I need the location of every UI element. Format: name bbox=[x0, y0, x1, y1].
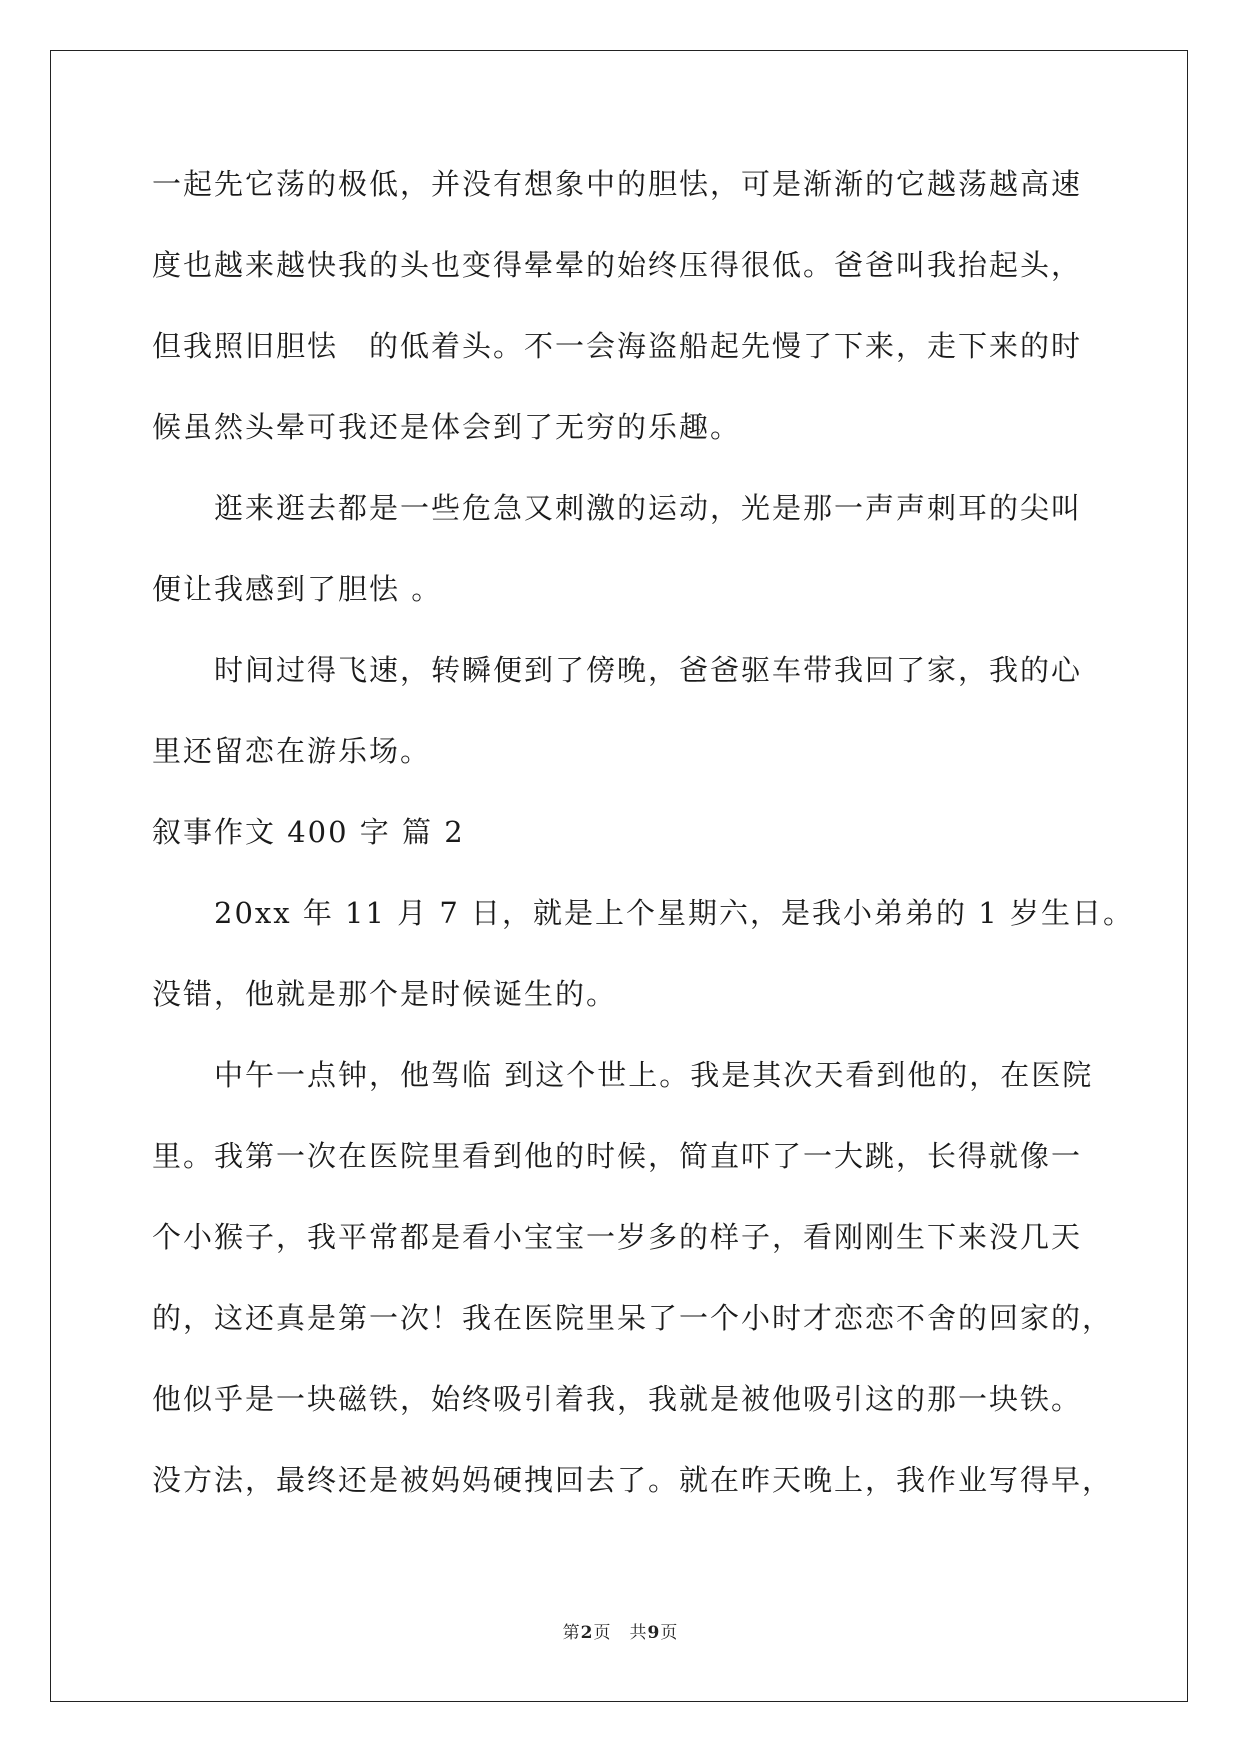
text-line: 里还留恋在游乐场。 bbox=[152, 734, 432, 768]
text-line: 20xx 年 11 月 7 日，就是上个星期六，是我小弟弟的 1 岁生日。 bbox=[214, 896, 1134, 930]
text-line: 没方法，最终还是被妈妈硬拽回去了。就在昨天晚上，我作业写得早， bbox=[152, 1463, 1114, 1497]
footer-middle: 页 共 bbox=[593, 1623, 648, 1643]
text-line: 便让我感到了胆怯 。 bbox=[152, 572, 443, 606]
document-body bbox=[152, 164, 1134, 1541]
text-line: 个小猴子，我平常都是看小宝宝一岁多的样子，看刚刚生下来没几天 bbox=[152, 1220, 1083, 1254]
footer-suffix: 页 bbox=[660, 1623, 679, 1643]
text-line: 度也越来越快我的头也变得晕晕的始终压得很低。爸爸叫我抬起头， bbox=[152, 248, 1083, 282]
text-line: 没错，他就是那个是时候诞生的。 bbox=[152, 977, 618, 1011]
text-line: 但我照旧胆怯 的低着头。不一会海盗船起先慢了下来，走下来的时 bbox=[152, 329, 1083, 363]
text-line: 候虽然头晕可我还是体会到了无穷的乐趣。 bbox=[152, 410, 742, 444]
total-pages-number: 9 bbox=[647, 1623, 661, 1643]
text-line: 他似乎是一块磁铁，始终吸引着我，我就是被他吸引这的那一块铁。 bbox=[152, 1382, 1083, 1416]
text-line: 一起先它荡的极低，并没有想象中的胆怯，可是渐渐的它越荡越高速 bbox=[152, 167, 1083, 201]
text-line: 逛来逛去都是一些危急又刺激的运动，光是那一声声刺耳的尖叫 bbox=[214, 491, 1083, 525]
current-page-number: 2 bbox=[580, 1623, 594, 1643]
page-number-footer bbox=[0, 1618, 1241, 1643]
text-line: 中午一点钟，他驾临 到这个世上。我是其次天看到他的，在医院 bbox=[214, 1058, 1094, 1092]
text-line: 的，这还真是第一次！我在医院里呆了一个小时才恋恋不舍的回家的， bbox=[152, 1301, 1114, 1335]
footer-prefix: 第 bbox=[562, 1623, 581, 1643]
section-heading: 叙事作文 400 字 篇 2 bbox=[152, 815, 465, 849]
text-line: 时间过得飞速，转瞬便到了傍晚，爸爸驱车带我回了家，我的心 bbox=[214, 653, 1083, 687]
text-line: 里。我第一次在医院里看到他的时候，简直吓了一大跳，长得就像一 bbox=[152, 1139, 1083, 1173]
